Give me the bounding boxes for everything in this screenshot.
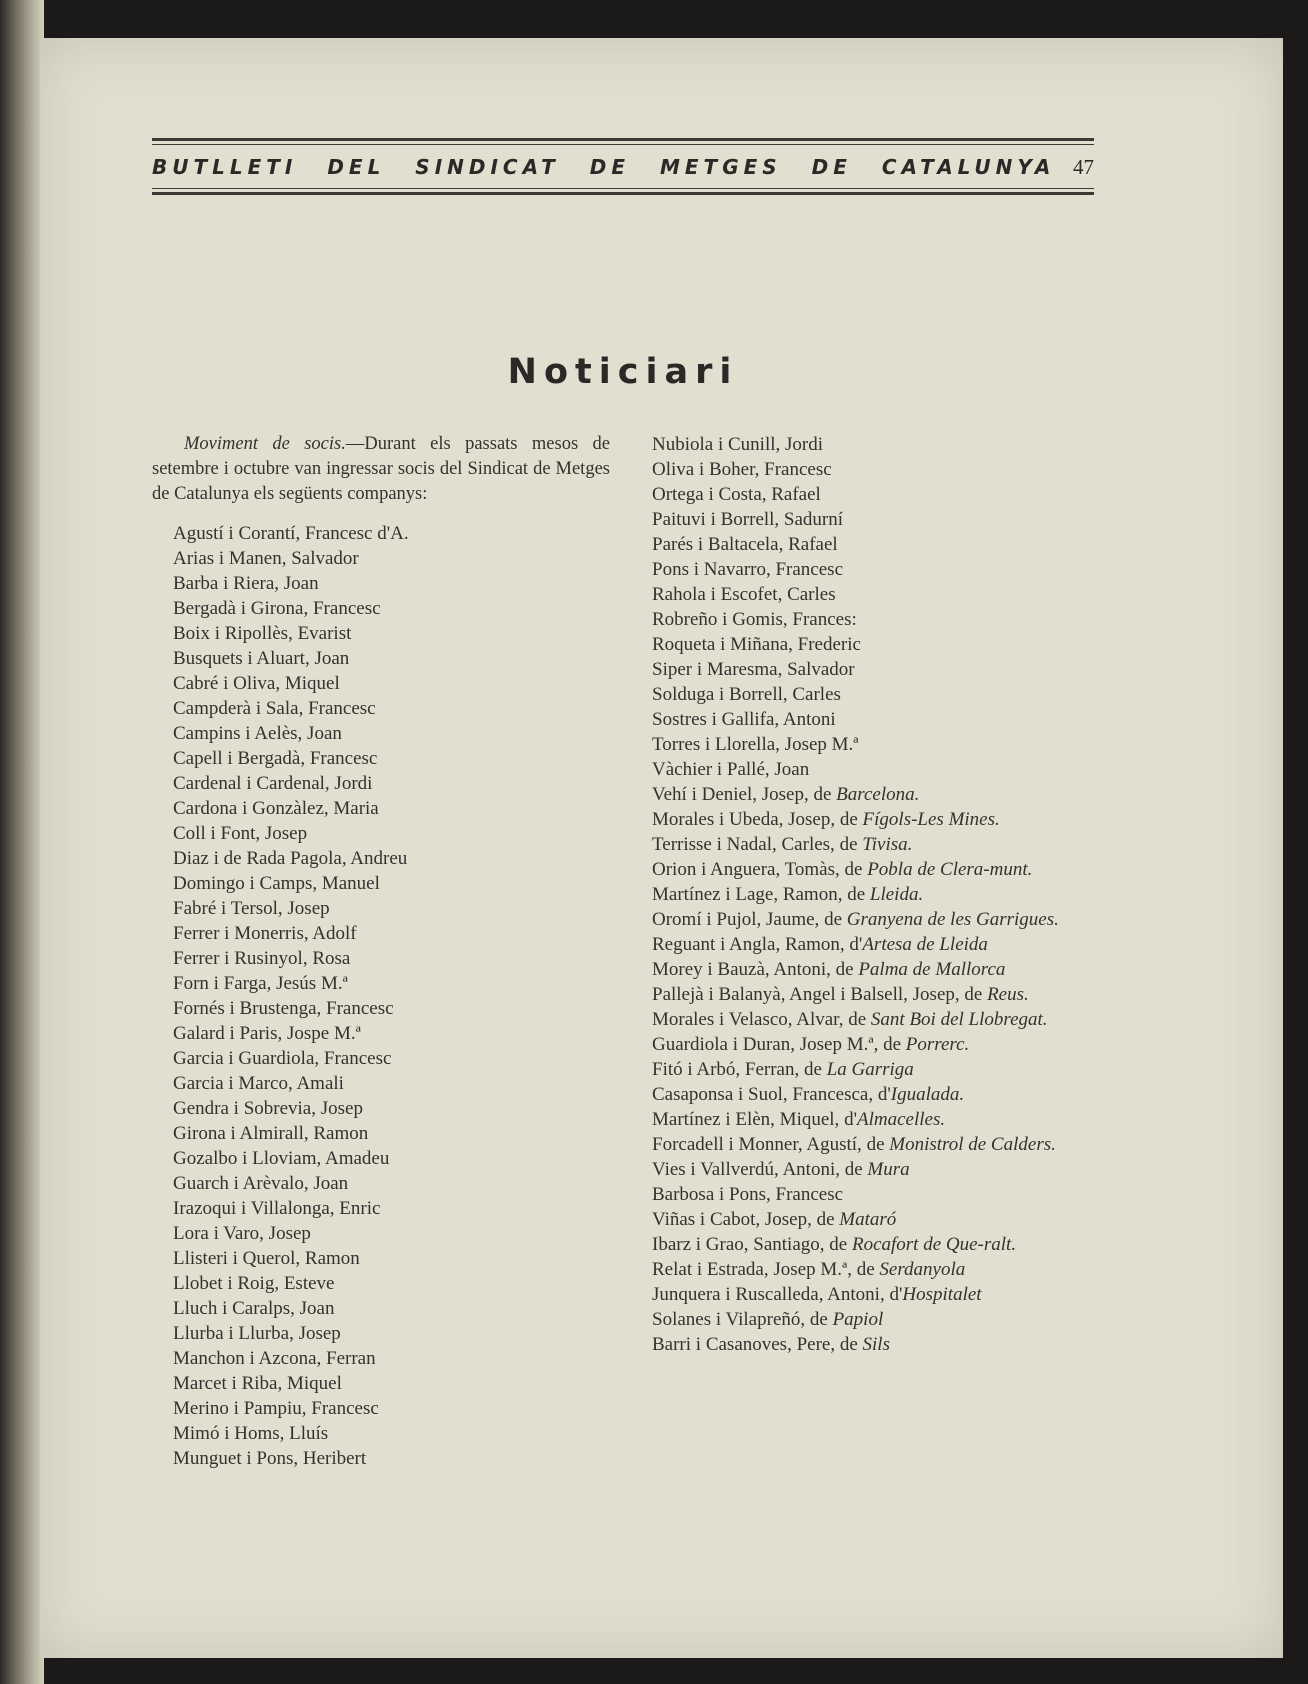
member-entry: Girona i Almirall, Ramon: [173, 1123, 369, 1144]
member-entry: Agustí i Corantí, Francesc d'A.: [173, 523, 409, 544]
member-town: Monistrol de Calders.: [889, 1134, 1056, 1155]
member-name: Oromí i Pujol, Jaume,: [652, 909, 820, 930]
member-entry: Munguet i Pons, Heribert: [173, 1448, 367, 1469]
member-name: Solduga i Borrell, Carles: [652, 684, 841, 705]
member-entry: [618, 607, 1098, 632]
member-name: Robreño i Gomis, Frances:: [652, 609, 857, 630]
place-prefix: de: [842, 884, 870, 905]
member-entry: Garcia i Marco, Amali: [173, 1073, 344, 1094]
place-prefix: de: [959, 984, 988, 1005]
member-name: Guardiola i Duran, Josep M.ª,: [652, 1034, 879, 1055]
member-name: Barbosa i Pons, Francesc: [652, 1184, 844, 1205]
member-entry: Campderà i Sala, Francesc: [173, 698, 376, 719]
place-prefix: de: [805, 1309, 833, 1330]
member-entry: Llobet i Roig, Esteve: [173, 1273, 335, 1294]
member-name: Orion i Anguera, Tomàs,: [652, 859, 840, 880]
member-entry: [618, 907, 1098, 932]
place-prefix: de: [811, 1209, 840, 1230]
page-number: 47: [1073, 155, 1094, 179]
member-name: Vehí i Deniel, Josep,: [652, 784, 809, 805]
member-name: Barri i Casanoves, Pere,: [652, 1334, 836, 1355]
member-entry: Ferrer i Monerris, Adolf: [173, 923, 357, 944]
member-entry: Guarch i Arèvalo, Joan: [173, 1173, 349, 1194]
member-entry: Merino i Pampiu, Francesc: [173, 1398, 379, 1419]
member-entry: Ferrer i Rusinyol, Rosa: [173, 948, 351, 969]
member-entry: [618, 882, 1098, 907]
member-name: Oliva i Boher, Francesc: [652, 459, 832, 480]
member-name: Vàchier i Pallé, Joan: [652, 759, 810, 780]
member-name: Sostres i Gallifa, Antoni: [652, 709, 836, 730]
member-name: Relat i Estrada, Josep M.ª,: [652, 1259, 852, 1280]
scan-edge: [0, 0, 44, 1684]
member-entry: [618, 1157, 1098, 1182]
member-entry: Irazoqui i Villalonga, Enric: [173, 1198, 381, 1219]
intro-text: —Durant els passats mesos de setembre i octubre van ingressar socis del Sindicat de Metges de Catalunya els següents companys:: [152, 434, 610, 504]
member-town: Lleida.: [869, 884, 924, 905]
member-town: Serdanyola: [879, 1259, 966, 1280]
place-prefix: de: [834, 834, 863, 855]
member-entry: [618, 557, 1098, 582]
member-name: Fitó i Arbó, Ferran,: [652, 1059, 800, 1080]
member-entry: Cardenal i Cardenal, Jordi: [173, 773, 373, 794]
place-prefix: de: [839, 859, 868, 880]
member-entry: [618, 707, 1098, 732]
member-entry: Coll i Font, Josep: [173, 823, 308, 844]
member-entry: [618, 432, 1098, 457]
member-entry: Busquets i Aluart, Joan: [173, 648, 350, 669]
member-town: Rocafort de Que-ralt.: [851, 1234, 1017, 1255]
member-town: Pobla de Clera-munt.: [867, 859, 1033, 880]
member-town: Barcelona.: [836, 784, 920, 805]
member-name: Junquera i Ruscalleda, Antoni,: [652, 1284, 885, 1305]
member-entry: [618, 1107, 1098, 1132]
member-name: Martínez i Elèn, Miquel,: [652, 1109, 840, 1130]
member-entry: Forn i Farga, Jesús M.ª: [173, 973, 348, 994]
member-entry: [618, 1207, 1098, 1232]
left-column: [152, 432, 610, 1471]
member-entry: Diaz i de Rada Pagola, Andreu: [173, 848, 408, 869]
member-entry: [618, 507, 1098, 532]
place-prefix: d': [884, 1284, 903, 1305]
member-town: Mataró: [839, 1209, 897, 1230]
member-entry: Marcet i Riba, Miquel: [173, 1373, 342, 1394]
member-entry: Lora i Varo, Josep: [173, 1223, 311, 1244]
member-entry: Manchon i Azcona, Ferran: [173, 1348, 376, 1369]
member-entry: [618, 1082, 1098, 1107]
member-name: Paituvi i Borrell, Sadurní: [652, 509, 844, 530]
member-entry: [618, 657, 1098, 682]
right-column: [618, 432, 1098, 1357]
member-entry: Bergadà i Girona, Francesc: [173, 598, 381, 619]
member-entry: [618, 582, 1098, 607]
member-entry: [618, 1007, 1098, 1032]
member-entry: Campins i Aelès, Joan: [173, 723, 342, 744]
member-entry: Cardona i Gonzàlez, Maria: [173, 798, 379, 819]
member-entry: [618, 1257, 1098, 1282]
place-prefix: de: [839, 1159, 868, 1180]
member-entry: [618, 1307, 1098, 1332]
member-entry: Fornés i Brustenga, Francesc: [173, 998, 394, 1019]
member-name: Ortega i Costa, Rafael: [652, 484, 821, 505]
member-entry: [618, 682, 1098, 707]
member-town: Artesa de Lleida: [862, 934, 988, 955]
member-name: Nubiola i Cunill, Jordi: [652, 434, 823, 455]
member-entry: [618, 1282, 1098, 1307]
header-rule-top: [152, 138, 1094, 141]
member-entry: Lluch i Caralps, Joan: [173, 1298, 335, 1319]
member-name: Torres i Llorella, Josep M.ª: [652, 734, 859, 755]
member-town: Fígols-Les Mines.: [862, 809, 1000, 830]
member-name: Ibarz i Grao, Santiago,: [652, 1234, 825, 1255]
member-entry: Llisteri i Querol, Ramon: [173, 1248, 360, 1269]
document-page: [40, 38, 1283, 1658]
member-entry: [618, 482, 1098, 507]
header-rule-bottom: [152, 192, 1094, 195]
member-name: Viñas i Cabot, Josep,: [652, 1209, 812, 1230]
member-town: Igualada.: [890, 1084, 965, 1105]
member-entry: Boix i Ripollès, Evarist: [173, 623, 352, 644]
member-entry: [618, 807, 1098, 832]
member-entry: Garcia i Guardiola, Francesc: [173, 1048, 392, 1069]
member-town: Hospitalet: [902, 1284, 982, 1305]
member-entry: [618, 957, 1098, 982]
member-town: Palma de Mallorca: [858, 959, 1006, 980]
member-entry: Gozalbo i Lloviam, Amadeu: [173, 1148, 390, 1169]
member-entry: Cabré i Oliva, Miquel: [173, 673, 340, 694]
place-prefix: de: [830, 959, 859, 980]
member-name: Morey i Bauzà, Antoni,: [652, 959, 831, 980]
member-entry: Domingo i Camps, Manuel: [173, 873, 380, 894]
member-name: Martínez i Lage, Ramon,: [652, 884, 843, 905]
header-rule-top-thin: [152, 144, 1094, 145]
journal-title: BUTLLETI DEL SINDICAT DE METGES DE CATALUNYA: [152, 155, 1056, 179]
member-entry: Galard i Paris, Jospe M.ª: [173, 1023, 361, 1044]
member-name: Terrisse i Nadal, Carles,: [652, 834, 835, 855]
member-name: Forcadell i Monner, Agustí,: [652, 1134, 862, 1155]
member-entry: Fabré i Tersol, Josep: [173, 898, 330, 919]
member-name: Roqueta i Miñana, Frederic: [652, 634, 861, 655]
member-entry: [618, 932, 1098, 957]
member-entry: [618, 757, 1098, 782]
place-prefix: d': [844, 934, 863, 955]
intro-lead: Moviment de socis.: [184, 434, 346, 454]
member-name: Morales i Velasco, Alvar,: [652, 1009, 844, 1030]
place-prefix: de: [843, 1009, 871, 1030]
member-town: Porrerc.: [905, 1034, 970, 1055]
member-name: Solanes i Vilapreñó,: [652, 1309, 806, 1330]
member-town: Mura: [867, 1159, 910, 1180]
place-prefix: de: [819, 909, 847, 930]
member-entry: Mimó i Homs, Lluís: [173, 1423, 329, 1444]
member-town: Reus.: [987, 984, 1029, 1005]
member-town: Sils: [862, 1334, 890, 1355]
member-entry: [618, 1332, 1098, 1357]
header-rule-bottom-thin: [152, 188, 1094, 189]
member-entry: [618, 532, 1098, 557]
member-name: Pallejà i Balanyà, Angel i Balsell, Josep,: [652, 984, 960, 1005]
member-town: Sant Boi del Llobregat.: [870, 1009, 1048, 1030]
member-name: Vies i Vallverdú, Antoni,: [652, 1159, 840, 1180]
member-name: Parés i Baltacela, Rafael: [652, 534, 838, 555]
place-prefix: de: [799, 1059, 827, 1080]
member-list-right: [618, 432, 1098, 1357]
member-name: Casaponsa i Suol, Francesca,: [652, 1084, 874, 1105]
member-name: Morales i Ubeda, Josep,: [652, 809, 836, 830]
place-prefix: d': [873, 1084, 891, 1105]
member-entry: [618, 1057, 1098, 1082]
member-entry: [618, 1132, 1098, 1157]
member-entry: [618, 832, 1098, 857]
intro-paragraph: [152, 432, 610, 507]
member-town: Papiol: [832, 1309, 884, 1330]
place-prefix: d': [839, 1109, 857, 1130]
member-entry: [618, 857, 1098, 882]
member-entry: Barba i Riera, Joan: [173, 573, 319, 594]
member-entry: Gendra i Sobrevia, Josep: [173, 1098, 363, 1119]
place-prefix: de: [835, 1334, 863, 1355]
member-list-left: [152, 521, 610, 1471]
member-entry: [618, 457, 1098, 482]
member-entry: [618, 732, 1098, 757]
member-name: Rahola i Escofet, Carles: [652, 584, 836, 605]
place-prefix: de: [851, 1259, 880, 1280]
place-prefix: de: [835, 809, 863, 830]
member-entry: [618, 1032, 1098, 1057]
place-prefix: de: [808, 784, 837, 805]
member-town: Granyena de les Garrigues.: [846, 909, 1059, 930]
member-entry: Llurba i Llurba, Josep: [173, 1323, 341, 1344]
member-entry: [618, 1232, 1098, 1257]
member-name: Siper i Maresma, Salvador: [652, 659, 855, 680]
member-entry: Arias i Manen, Salvador: [173, 548, 359, 569]
member-entry: [618, 782, 1098, 807]
section-title: Noticiari: [507, 352, 739, 392]
member-entry: [618, 632, 1098, 657]
place-prefix: de: [861, 1134, 890, 1155]
member-entry: [618, 1182, 1098, 1207]
member-entry: [618, 982, 1098, 1007]
member-town: Tivisa.: [862, 834, 913, 855]
place-prefix: de: [878, 1034, 906, 1055]
running-header: [152, 138, 1094, 195]
member-entry: Capell i Bergadà, Francesc: [173, 748, 378, 769]
header-row: [152, 155, 1094, 180]
place-prefix: de: [824, 1234, 852, 1255]
member-name: Reguant i Angla, Ramon,: [652, 934, 845, 955]
member-town: Almacelles.: [857, 1109, 946, 1130]
member-town: La Garriga: [826, 1059, 914, 1080]
member-name: Pons i Navarro, Francesc: [652, 559, 844, 580]
